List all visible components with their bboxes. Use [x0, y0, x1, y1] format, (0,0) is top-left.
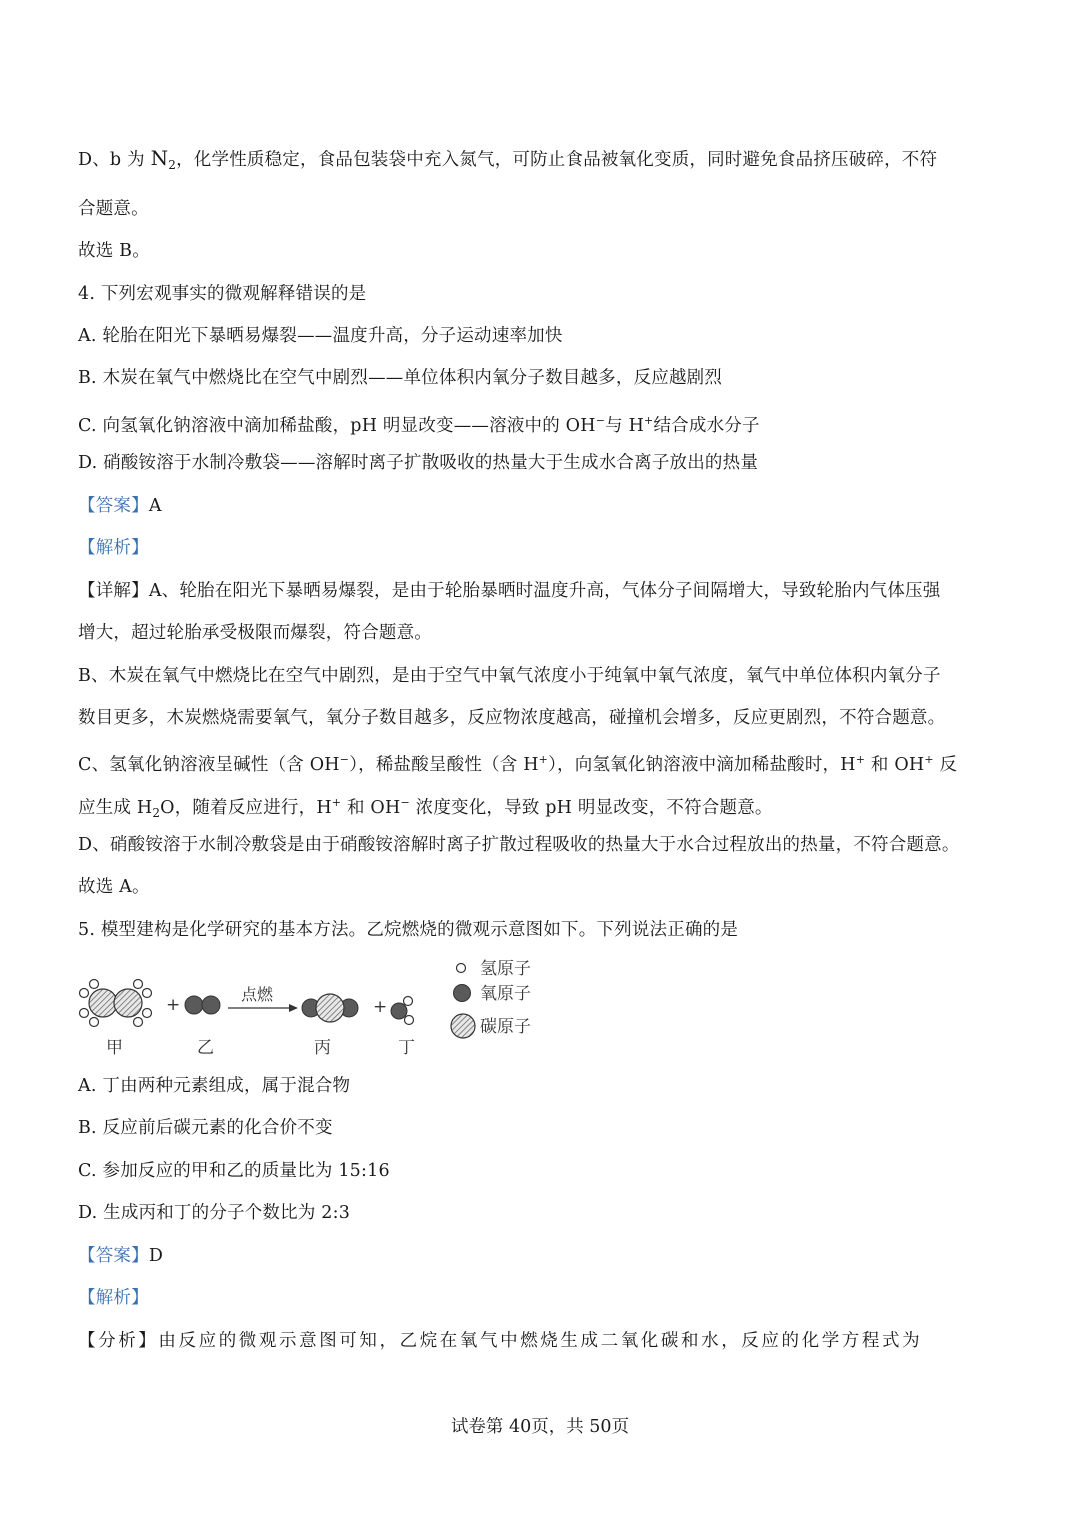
answer-tag: 【答案】	[78, 496, 149, 516]
q4-option-c: C. 向氢氧化钠溶液中滴加稀盐酸，pH 明显改变——溶液中的 OH−与 H+结合成水分子	[78, 414, 760, 436]
q5-option-c: C. 参加反应的甲和乙的质量比为 15:16	[78, 1161, 390, 1181]
q4-option-b: B. 木炭在氧气中燃烧比在空气中剧烈——单位体积内氧分子数目越多，反应越剧烈	[78, 368, 723, 388]
legend-hydrogen-icon	[457, 964, 466, 973]
q5-option-b: B. 反应前后碳元素的化合价不变	[78, 1118, 333, 1138]
q5-stem: 5. 模型建构是化学研究的基本方法。乙烷燃烧的微观示意图如下。下列说法正确的是	[78, 920, 739, 940]
page-footer: 试卷第 40页，共 50页	[450, 1417, 630, 1437]
label-jia: 甲	[106, 1038, 123, 1058]
q4-answer: 【答案】A	[78, 496, 162, 516]
q4-option-a: A. 轮胎在阳光下暴晒易爆裂——温度升高，分子运动速率加快	[78, 326, 563, 346]
legend-hydrogen: 氢原子	[480, 959, 531, 979]
arrow-head-icon	[289, 1004, 298, 1012]
molecule-yi	[185, 996, 220, 1014]
legend	[451, 959, 531, 1038]
molecule-ding	[391, 997, 414, 1025]
prev-option-d-line1: D、b 为 $N_2$，化学性质稳定，食品包装袋中充入氮气，可防止食品被氧化变质，同时避免食品挤压破碎，不符	[78, 146, 938, 172]
molecule-bing	[302, 994, 358, 1022]
q4-detail-line2: 增大，超过轮胎承受极限而爆裂，符合题意。	[78, 623, 432, 643]
legend-oxygen-icon	[454, 985, 471, 1002]
q4-analysis-tag: 【解析】	[78, 538, 149, 558]
q4-detail-line3: B、木炭在氧气中燃烧比在空气中剧烈，是由于空气中氧气浓度小于纯氧中氧气浓度，氧气中单位体积内氧分子	[78, 666, 941, 686]
legend-carbon: 碳原子	[480, 1017, 531, 1037]
q4-detail-line5: C、氢氧化钠溶液呈碱性（含 OH−），稀盐酸呈酸性（含 H+），向氢氧化钠溶液中滴加稀盐酸时，H+ 和 OH+ 反	[78, 753, 958, 775]
q5-analysis-tag: 【解析】	[78, 1288, 149, 1308]
legend-carbon-icon	[451, 1014, 475, 1038]
q4-detail-line1: 【详解】A、轮胎在阳光下暴晒易爆裂，是由于轮胎暴晒时温度升高，气体分子间隔增大，导致轮胎内气体压强	[78, 581, 941, 601]
label-ding: 丁	[398, 1038, 415, 1058]
q4-detail-line6: 应生成 $H_2O$，随着反应进行，H+ 和 OH− 浓度变化，导致 pH 明显改变，不符合题意。	[78, 796, 773, 820]
plus-sign-1: +	[166, 995, 181, 1015]
legend-oxygen: 氧原子	[480, 984, 531, 1004]
q4-stem: 4. 下列宏观事实的微观解释错误的是	[78, 284, 367, 304]
q5-answer: 【答案】D	[78, 1246, 164, 1266]
plus-sign-2: +	[373, 997, 388, 1017]
reaction-diagram	[0, 950, 600, 1065]
q4-detail-line7: D、硝酸铵溶于水制冷敷袋是由于硝酸铵溶解时离子扩散过程吸收的热量大于水合过程放出的热量，不符合题意。	[78, 835, 960, 855]
molecule-jia	[80, 980, 152, 1027]
q4-detail-line4: 数目更多，木炭燃烧需要氧气，氧分子数目越多，反应物浓度越高，碰撞机会增多，反应更剧烈，不符合题意。	[78, 708, 946, 728]
reaction-condition: 点燃	[241, 985, 274, 1004]
q5-option-d: D. 生成丙和丁的分子个数比为 2:3	[78, 1203, 351, 1223]
label-bing: 丙	[314, 1038, 331, 1058]
label-yi: 乙	[197, 1038, 214, 1058]
q5-option-a: A. 丁由两种元素组成，属于混合物	[78, 1076, 351, 1096]
answer-tag: 【答案】	[78, 1246, 149, 1266]
prev-option-d-line2: 合题意。	[78, 199, 149, 219]
q4-choose: 故选 A。	[78, 877, 150, 897]
q4-option-d: D. 硝酸铵溶于水制冷敷袋——溶解时离子扩散吸收的热量大于生成水合离子放出的热量	[78, 453, 759, 473]
q5-fenxi: 【分析】由反应的微观示意图可知，乙烷在氧气中燃烧生成二氧化碳和水，反应的化学方程式为	[78, 1331, 923, 1351]
prev-choose: 故选 B。	[78, 241, 150, 261]
